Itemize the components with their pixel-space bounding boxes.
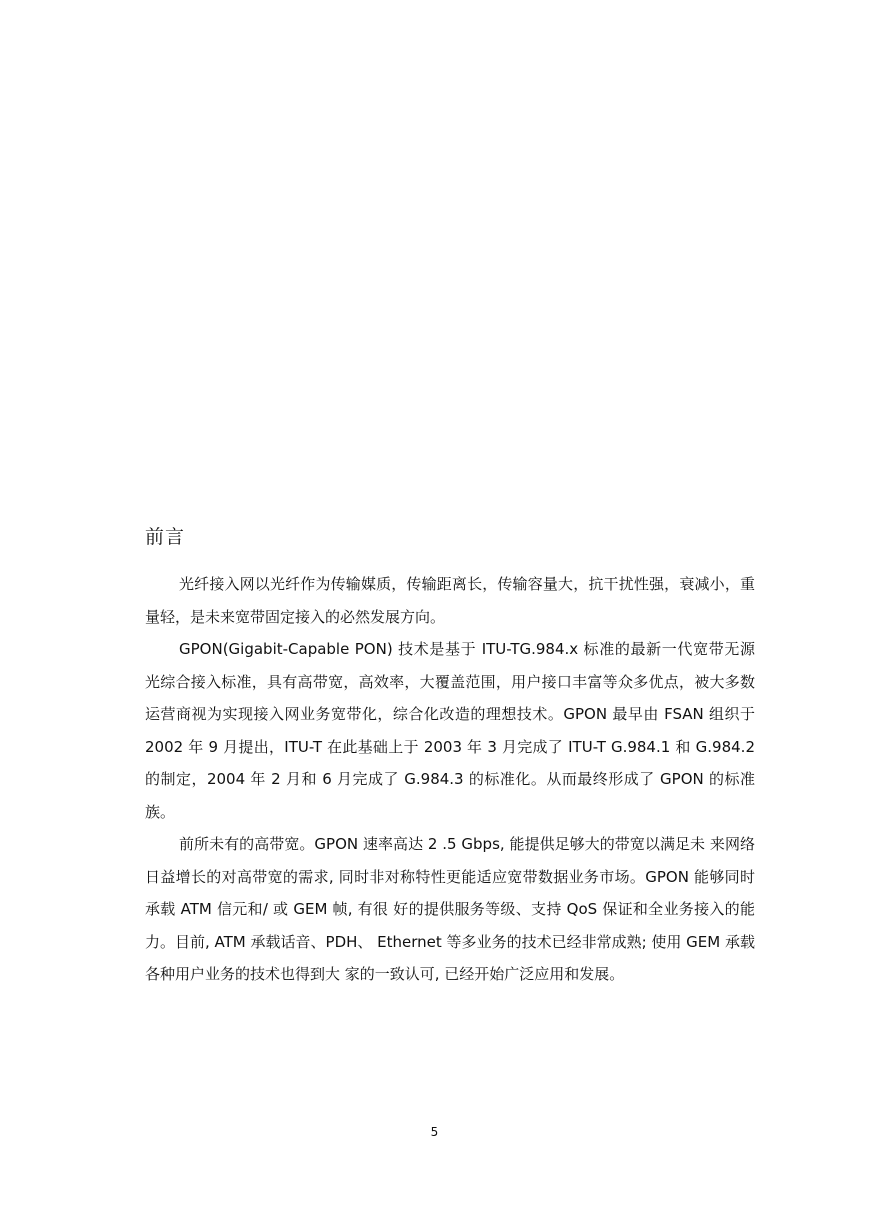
page-content xyxy=(145,522,755,991)
paragraph-intro: 光纤接入网以光纤作为传输媒质，传输距离长，传输容量大，抗干扰性强，衰减小，重量轻，是未来宽带固定接入的必然发展方向。 xyxy=(145,575,755,626)
section-heading: 前言 xyxy=(145,526,186,548)
paragraph-bandwidth: 前所未有的高带宽。GPON 速率高达 2 .5 Gbps, 能提供足够大的带宽以满足未 来网络日益增长的对高带宽的需求, 同时非对称特性更能适应宽带数据业务市场。GPON 能够同时承载 ATM 信元和/ 或 GEM 帧, 有很 好的提供服务等级、支持 QoS 保证和全业务接入的能力。目前, ATM 承载话音、PDH、 Ethernet 等多业务的技术已经非常成熟; 使用 GEM 承载各种用户业务的技术也得到大 家的一致认可, 已经开始广泛应用和发展。 xyxy=(145,835,755,983)
page-number: 5 xyxy=(430,1125,439,1139)
paragraph-gpon-standard: GPON(Gigabit-Capable PON) 技术是基于 ITU-TG.984.x 标准的最新一代宽带无源光综合接入标准，具有高带宽，高效率，大覆盖范围，用户接口丰富等众多优点，被大多数运营商视为实现接入网业务宽带化，综合化改造的理想技术。GPON 最早由 FSAN 组织于 2002 年 9 月提出，ITU-T 在此基础上于 2003 年 3 月完成了 ITU-T G.984.1 和 G.984.2 的制定，2004 年 2 月和 6 月完成了 G.984.3 的标准化。从而最终形成了 GPON 的标准族。 xyxy=(145,640,755,821)
